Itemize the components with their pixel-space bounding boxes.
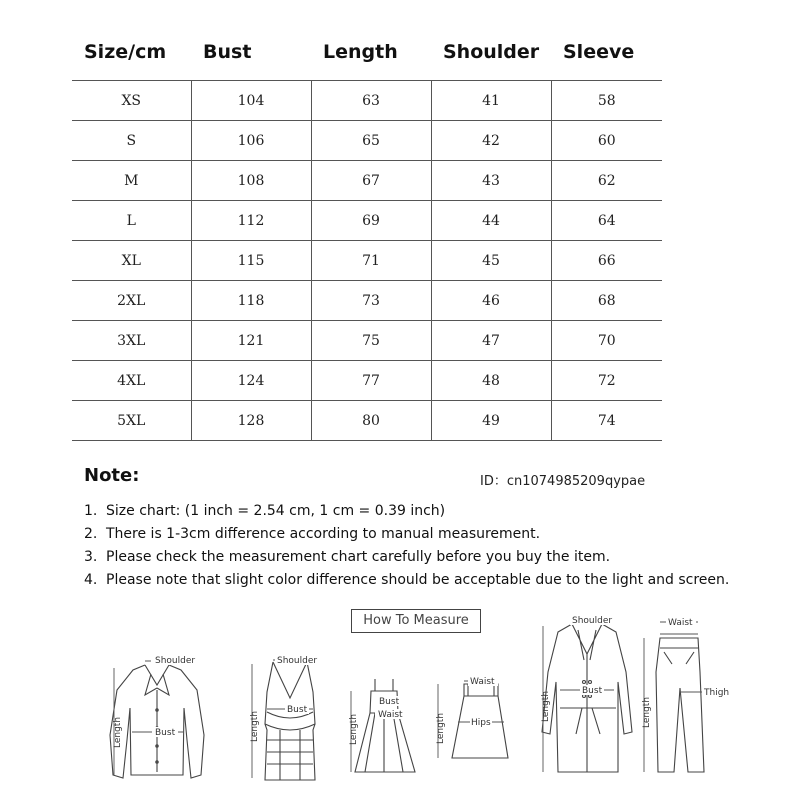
cell-sleeve: 74 [551, 401, 662, 441]
bust-label: Bust [582, 686, 603, 696]
header-sleeve: Sleeve [551, 24, 662, 81]
table-row [72, 401, 662, 441]
note-number: 3. [84, 549, 98, 565]
cell-length: 77 [311, 361, 431, 401]
cell-bust: 118 [191, 281, 311, 321]
length-label: Length [113, 716, 123, 748]
note-item [84, 500, 729, 523]
cell-size: L [72, 201, 191, 241]
table-row [72, 81, 662, 121]
tank-top-diagram [245, 652, 330, 787]
header-bust: Bust [191, 24, 311, 81]
bust-label: Bust [155, 728, 176, 738]
cell-shoulder: 42 [431, 121, 551, 161]
cell-sleeve: 72 [551, 361, 662, 401]
table-row [72, 281, 662, 321]
hips-label: Hips [471, 718, 491, 728]
cell-bust: 106 [191, 121, 311, 161]
length-label: Length [436, 712, 446, 744]
length-label: Length [541, 690, 551, 722]
thigh-label: Thigh [704, 688, 730, 698]
how-to-measure-title: How To Measure [351, 609, 481, 633]
coat-diagram [538, 612, 638, 787]
cell-bust: 121 [191, 321, 311, 361]
note-item [84, 569, 729, 592]
cell-shoulder: 41 [431, 81, 551, 121]
cell-sleeve: 66 [551, 241, 662, 281]
cell-sleeve: 58 [551, 81, 662, 121]
cell-size: S [72, 121, 191, 161]
cell-shoulder: 47 [431, 321, 551, 361]
shoulder-label: Shoulder [277, 656, 318, 666]
cell-length: 75 [311, 321, 431, 361]
cell-bust: 124 [191, 361, 311, 401]
shoulder-label: Shoulder [155, 656, 196, 666]
table-row [72, 161, 662, 201]
length-label: Length [642, 696, 652, 728]
cell-size: M [72, 161, 191, 201]
note-number: 1. [84, 503, 98, 519]
note-list [84, 500, 729, 592]
cell-size: 5XL [72, 401, 191, 441]
note-text: Size chart: (1 inch = 2.54 cm, 1 cm = 0.39 inch) [106, 503, 446, 519]
cell-length: 63 [311, 81, 431, 121]
cell-size: 3XL [72, 321, 191, 361]
shoulder-label: Shoulder [572, 616, 613, 626]
cell-length: 65 [311, 121, 431, 161]
cell-bust: 112 [191, 201, 311, 241]
waist-label: Waist [378, 710, 403, 720]
blouse-diagram [105, 650, 215, 790]
note-text: Please note that slight color difference should be acceptable due to the light and screen. [106, 572, 730, 588]
cell-shoulder: 48 [431, 361, 551, 401]
product-id: ID：cn1074985209qypae [480, 474, 646, 489]
note-title: Note: [84, 465, 140, 486]
cell-shoulder: 49 [431, 401, 551, 441]
note-number: 4. [84, 572, 98, 588]
cell-shoulder: 43 [431, 161, 551, 201]
cell-size: XS [72, 81, 191, 121]
table-row [72, 241, 662, 281]
waist-label: Waist [668, 618, 693, 628]
skirt-diagram [432, 672, 522, 772]
cell-bust: 115 [191, 241, 311, 281]
length-label: Length [349, 713, 359, 745]
cell-bust: 108 [191, 161, 311, 201]
cell-sleeve: 64 [551, 201, 662, 241]
cell-length: 69 [311, 201, 431, 241]
header-shoulder: Shoulder [431, 24, 551, 81]
length-label: Length [250, 710, 260, 742]
cell-length: 80 [311, 401, 431, 441]
note-number: 2. [84, 526, 98, 542]
cell-length: 71 [311, 241, 431, 281]
bust-label: Bust [379, 697, 400, 707]
trousers-diagram [636, 612, 736, 787]
cell-sleeve: 62 [551, 161, 662, 201]
cell-bust: 128 [191, 401, 311, 441]
cell-size: 2XL [72, 281, 191, 321]
bust-label: Bust [287, 705, 308, 715]
cell-sleeve: 68 [551, 281, 662, 321]
note-item [84, 546, 729, 569]
dress-diagram [345, 677, 417, 777]
table-row [72, 361, 662, 401]
header-length: Length [311, 24, 431, 81]
header-size: Size/cm [72, 24, 191, 81]
cell-sleeve: 70 [551, 321, 662, 361]
waist-label: Waist [470, 677, 495, 687]
note-item [84, 523, 729, 546]
table-row [72, 201, 662, 241]
cell-shoulder: 44 [431, 201, 551, 241]
cell-length: 73 [311, 281, 431, 321]
cell-bust: 104 [191, 81, 311, 121]
note-text: Please check the measurement chart carefully before you buy the item. [106, 549, 611, 565]
cell-shoulder: 45 [431, 241, 551, 281]
cell-size: XL [72, 241, 191, 281]
table-row [72, 321, 662, 361]
cell-size: 4XL [72, 361, 191, 401]
table-body [72, 81, 662, 441]
table-row [72, 121, 662, 161]
cell-shoulder: 46 [431, 281, 551, 321]
cell-length: 67 [311, 161, 431, 201]
cell-sleeve: 60 [551, 121, 662, 161]
table-header-row [72, 24, 662, 81]
note-text: There is 1-3cm difference according to manual measurement. [106, 526, 541, 542]
size-chart-table [72, 24, 662, 441]
